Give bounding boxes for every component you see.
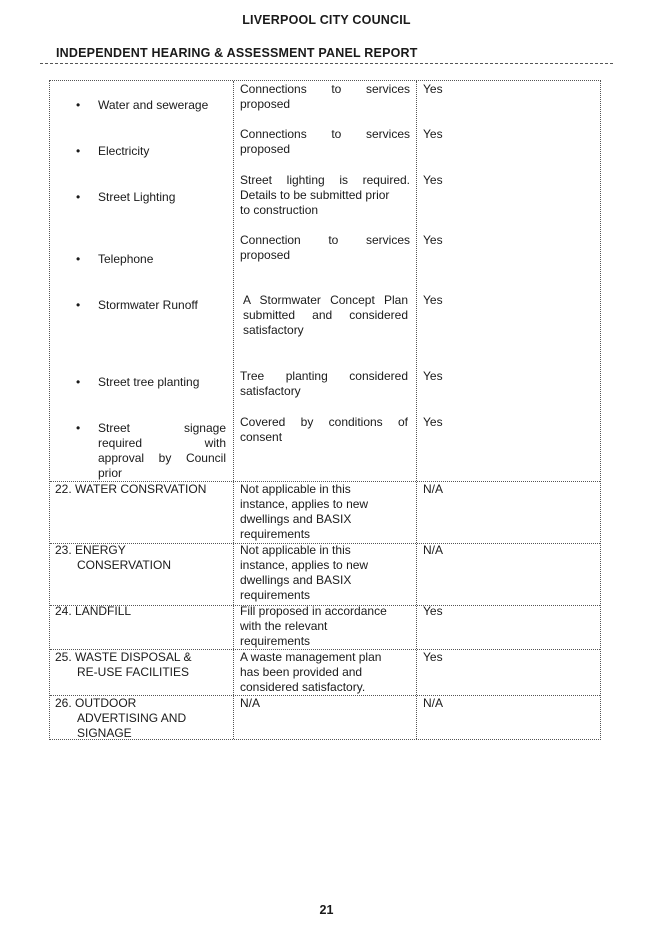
row-compliance: N/A [423, 482, 444, 496]
row-item-label: 26. OUTDOOR [55, 696, 137, 710]
service-label: Street Lighting [98, 190, 176, 204]
row-compliance: N/A [423, 696, 444, 710]
row-comment-line: has been provided and [240, 665, 363, 679]
service-label-line: required with [98, 436, 226, 450]
service-compliance: Yes [423, 233, 443, 247]
service-comment-line: satisfactory [240, 384, 301, 398]
service-label-line: Street signage [98, 421, 226, 435]
row-comment-line: instance, applies to new [240, 497, 369, 511]
service-comment-line: A Stormwater Concept Plan [243, 293, 408, 307]
bullet-icon: • [76, 144, 81, 158]
row-comment-line: requirements [240, 588, 311, 602]
service-comment-line: Connections to services [240, 82, 410, 96]
service-label-line: prior [98, 466, 123, 480]
row-compliance: N/A [423, 543, 444, 557]
service-label: Stormwater Runoff [98, 298, 198, 312]
service-comment-line: proposed [240, 142, 291, 156]
page-number: 21 [319, 903, 334, 917]
service-comment-line: Connection to services [240, 233, 410, 247]
service-label: Water and sewerage [98, 98, 209, 112]
service-comment-line: Tree planting considered [240, 369, 408, 383]
row-item-label: CONSERVATION [77, 558, 172, 572]
row-comment-line: N/A [240, 696, 261, 710]
service-comment-line: consent [240, 430, 283, 444]
service-compliance: Yes [423, 173, 443, 187]
row-comment-line: dwellings and BASIX [240, 512, 352, 526]
council-name: LIVERPOOL CITY COUNCIL [242, 13, 411, 27]
row-comment-line: with the relevant [240, 619, 328, 633]
service-comment-line: proposed [240, 248, 291, 262]
service-compliance: Yes [423, 127, 443, 141]
row-comment-line: requirements [240, 527, 311, 541]
service-comment-line: to construction [240, 203, 319, 217]
column-divider [233, 81, 234, 739]
service-label-line: approval by Council [98, 451, 226, 465]
service-label: Telephone [98, 252, 154, 266]
row-comment-line: requirements [240, 634, 311, 648]
row-item-label: ADVERTISING AND [77, 711, 187, 725]
header-rule [40, 63, 613, 64]
row-item-label: 25. WASTE DISPOSAL & [55, 650, 192, 664]
bullet-icon: • [76, 252, 81, 266]
service-comment-line: satisfactory [243, 323, 304, 337]
service-label: Electricity [98, 144, 150, 158]
row-comment-line: Not applicable in this [240, 543, 351, 557]
bullet-icon: • [76, 421, 81, 435]
column-divider [416, 81, 417, 739]
row-comment-line: instance, applies to new [240, 558, 369, 572]
bullet-icon: • [76, 375, 81, 389]
service-comment-line: Details to be submitted prior [240, 188, 390, 202]
service-compliance: Yes [423, 369, 443, 383]
row-comment-line: A waste management plan [240, 650, 382, 664]
bullet-icon: • [76, 298, 81, 312]
service-compliance: Yes [423, 82, 443, 96]
row-comment-line: Not applicable in this [240, 482, 351, 496]
service-compliance: Yes [423, 415, 443, 429]
bullet-icon: • [76, 190, 81, 204]
service-comment-line: Covered by conditions of [240, 415, 408, 429]
report-title: INDEPENDENT HEARING & ASSESSMENT PANEL REPORT [56, 46, 418, 60]
assessment-table [49, 80, 601, 740]
service-compliance: Yes [423, 293, 443, 307]
service-comment-line: submitted and considered [243, 308, 408, 322]
row-comment-line: dwellings and BASIX [240, 573, 352, 587]
row-compliance: Yes [423, 604, 443, 618]
row-item-label: 22. WATER CONSRVATION [55, 482, 207, 496]
service-comment-line: Connections to services [240, 127, 410, 141]
row-item-label: 24. LANDFILL [55, 604, 132, 618]
service-label: Street tree planting [98, 375, 200, 389]
bullet-icon: • [76, 98, 81, 112]
service-comment-line: Street lighting is required. [240, 173, 410, 187]
row-comment-line: Fill proposed in accordance [240, 604, 387, 618]
row-item-label: RE-USE FACILITIES [77, 665, 190, 679]
row-item-label: 23. ENERGY [55, 543, 126, 557]
row-compliance: Yes [423, 650, 443, 664]
service-comment-line: proposed [240, 97, 291, 111]
row-comment-line: considered satisfactory. [240, 680, 366, 694]
row-item-label: SIGNAGE [77, 726, 132, 740]
